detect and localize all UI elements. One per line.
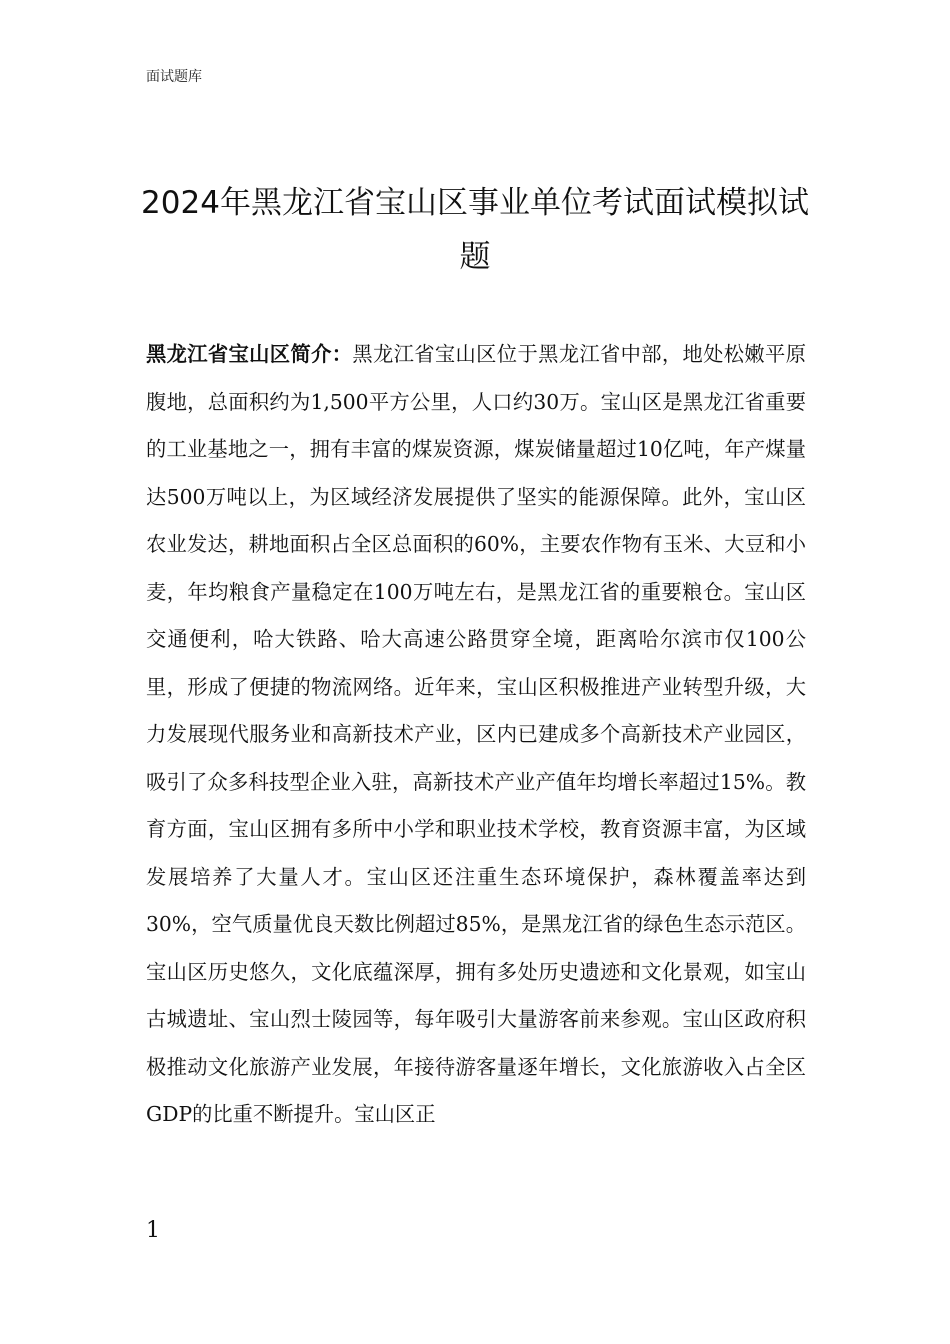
intro-paragraph: [146, 331, 806, 1139]
document-title: 2024年黑龙江省宝山区事业单位考试面试模拟试题: [141, 185, 809, 275]
page-number: 1: [146, 1218, 160, 1243]
intro-label: 黑龙江省宝山区简介：: [146, 342, 353, 366]
page-header: 面试题库: [146, 69, 202, 85]
intro-text: 黑龙江省宝山区位于黑龙江省中部，地处松嫩平原腹地，总面积约为1,500平方公里，人口约30万。宝山区是黑龙江省重要的工业基地之一，拥有丰富的煤炭资源，煤炭储量超过10亿吨，年产煤量达500万吨以上，为区域经济发展提供了坚实的能源保障。此外，宝山区农业发达，耕地面积占全区总面积的60%，主要农作物有玉米、大豆和小麦，年均粮食产量稳定在100万吨左右，是黑龙江省的重要粮仓。宝山区交通便利，哈大铁路、哈大高速公路贯穿全境，距离哈尔滨市仅100公里，形成了便捷的物流网络。近年来，宝山区积极推进产业转型升级，大力发展现代服务业和高新技术产业，区内已建成多个高新技术产业园区，吸引了众多科技型企业入驻，高新技术产业产值年均增长率超过15%。教育方面，宝山区拥有多所中小学和职业技术学校，教育资源丰富，为区域发展培养了大量人才。宝山区还注重生态环境保护，森林覆盖率达到30%，空气质量优良天数比例超过85%，是黑龙江省的绿色生态示范区。宝山区历史悠久，文化底蕴深厚，拥有多处历史遗迹和文化景观，如宝山古城遗址、宝山烈士陵园等，每年吸引大量游客前来参观。宝山区政府积极推动文化旅游产业发展，年接待游客量逐年增长，文化旅游收入占全区GDP的比重不断提升。宝山区正: [146, 342, 806, 1126]
